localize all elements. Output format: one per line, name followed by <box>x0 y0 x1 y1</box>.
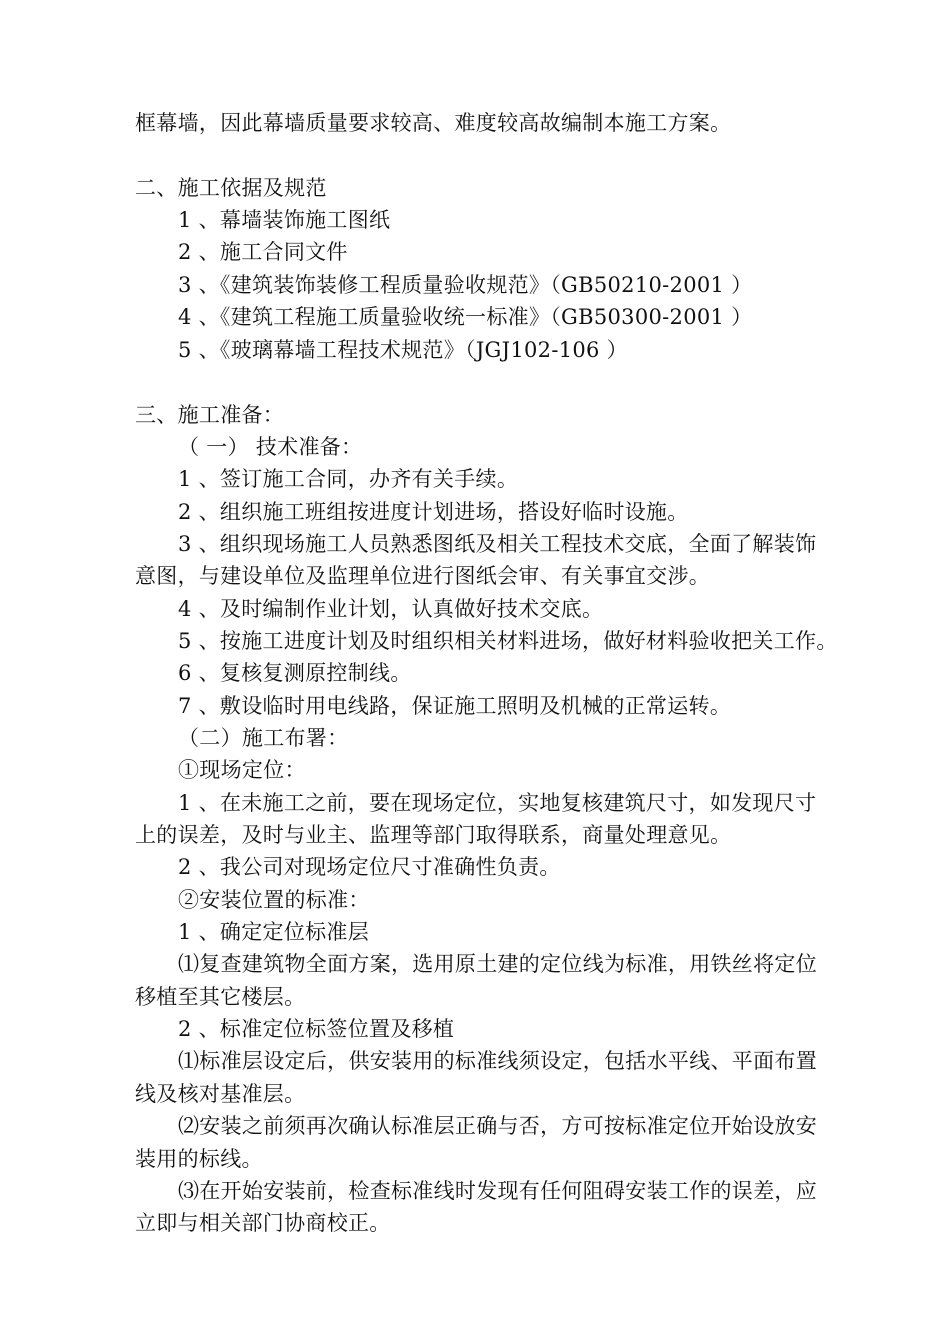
list-item: ⑴标准层设定后，供安装用的标准线须设定，包括水平线、平面布置 <box>178 1049 817 1073</box>
list-item: 3 、《建筑装饰装修工程质量验收规范》（GB50210-2001 ） <box>178 273 753 297</box>
list-item: ⑶在开始安装前，检查标准线时发现有任何阻碍安装工作的误差，应 <box>178 1179 817 1203</box>
list-item: 1 、确定定位标准层 <box>178 920 370 944</box>
paragraph-line: 移植至其它楼层。 <box>135 985 306 1009</box>
list-item: 3 、组织现场施工人员熟悉图纸及相关工程技术交底，全面了解装饰 <box>178 532 817 556</box>
list-item: 2 、施工合同文件 <box>178 240 348 264</box>
list-item: 4 、及时编制作业计划，认真做好技术交底。 <box>178 597 604 621</box>
list-item: 2 、我公司对现场定位尺寸准确性负责。 <box>178 855 561 879</box>
section-heading: 二、施工依据及规范 <box>135 176 327 200</box>
paragraph-line: 框幕墙，因此幕墙质量要求较高、难度较高故编制本施工方案。 <box>135 111 732 135</box>
paragraph-line: 装用的标线。 <box>135 1147 263 1171</box>
list-item: 6 、复核复测原控制线。 <box>178 661 412 685</box>
list-item: 1 、在未施工之前，要在现场定位，实地复核建筑尺寸，如发现尺寸 <box>178 791 817 815</box>
list-item: 7 、敷设临时用电线路，保证施工照明及机械的正常运转。 <box>178 694 732 718</box>
paragraph-line: 线及核对基准层。 <box>135 1082 306 1106</box>
list-item: ⑴复查建筑物全面方案，选用原土建的定位线为标准，用铁丝将定位 <box>178 952 817 976</box>
list-item: 2 、组织施工班组按进度计划进场，搭设好临时设施。 <box>178 500 689 524</box>
list-item: 4 、《建筑工程施工质量验收统一标准》（GB50300-2001 ） <box>178 305 753 329</box>
list-item: 5 、《玻璃幕墙工程技术规范》（JGJ102-106 ） <box>178 338 628 362</box>
section-heading: 三、施工准备： <box>135 403 285 427</box>
list-item: 2 、标准定位标签位置及移植 <box>178 1017 455 1041</box>
subsection-heading: （二）施工布署： <box>178 726 349 750</box>
subsection-heading: ②安装位置的标准： <box>178 888 370 912</box>
paragraph-line: 立即与相关部门协商校正。 <box>135 1211 391 1235</box>
subsection-heading: ①现场定位： <box>178 758 306 782</box>
list-item: 1 、幕墙装饰施工图纸 <box>178 208 391 232</box>
list-item: 1 、签订施工合同，办齐有关手续。 <box>178 467 519 491</box>
paragraph-line: 意图，与建设单位及监理单位进行图纸会审、有关事宜交涉。 <box>135 564 711 588</box>
subsection-heading: （ 一） 技术准备： <box>178 435 363 459</box>
list-item: 5 、按施工进度计划及时组织相关材料进场，做好材料验收把关工作。 <box>178 629 838 653</box>
paragraph-line: 上的误差，及时与业主、监理等部门取得联系，商量处理意见。 <box>135 823 732 847</box>
list-item: ⑵安装之前须再次确认标准层正确与否，方可按标准定位开始设放安 <box>178 1114 817 1138</box>
